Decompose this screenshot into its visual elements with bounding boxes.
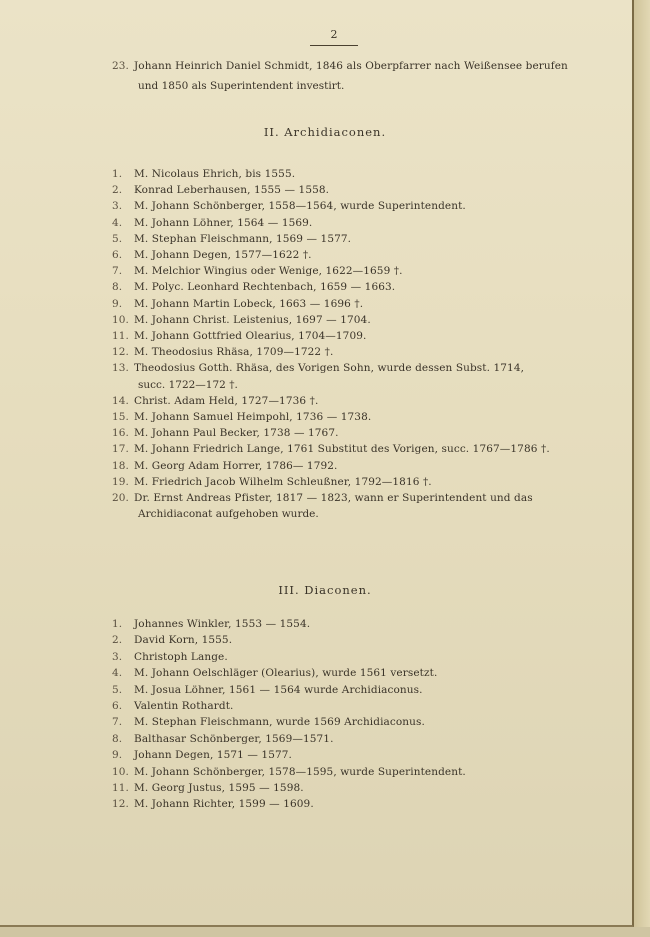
list-item	[112, 798, 314, 811]
list-item	[112, 217, 312, 230]
item-number: 15.	[112, 411, 129, 423]
item-number: 4.	[112, 667, 123, 680]
list-item	[112, 700, 233, 713]
list-item	[112, 184, 329, 197]
item-text: Valentin Rothardt.	[134, 700, 234, 712]
item-number: 3.	[112, 200, 123, 213]
item-number: 20.	[112, 492, 129, 504]
item-text: M. Johann Samuel Heimpohl, 1736 — 1738.	[134, 411, 372, 423]
list-item	[112, 618, 310, 631]
bottom-edge	[0, 927, 650, 937]
item-number: 12.	[112, 798, 129, 811]
item-text: M. Johann Degen, 1577—1622 †.	[134, 249, 312, 261]
list-item	[112, 634, 232, 647]
list-item	[112, 492, 533, 505]
item-text: M. Johann Paul Becker, 1738 — 1767.	[134, 427, 339, 440]
list-item	[112, 314, 371, 327]
list-item	[112, 667, 437, 680]
item-number: 6.	[112, 700, 123, 712]
item-number: 12.	[112, 346, 129, 359]
item-number: 8.	[112, 732, 123, 745]
item-text: Christ. Adam Held, 1727—1736 †.	[134, 394, 319, 407]
item-number: 18.	[112, 459, 129, 472]
item-text: M. Johann Christ. Leistenius, 1697 — 1704.	[134, 313, 371, 326]
list-item	[112, 265, 403, 278]
list-item	[112, 168, 295, 181]
item-number: 9.	[112, 297, 123, 310]
item-text: Balthasar Schönberger, 1569—1571.	[134, 732, 334, 745]
item-text: Dr. Ernst Andreas Pfister, 1817 — 1823, wann er Superintendent und das	[134, 492, 533, 504]
item-number: 16.	[112, 427, 129, 440]
item-number: 2.	[112, 634, 123, 647]
list-item	[112, 362, 524, 375]
item-number: 7.	[112, 265, 123, 278]
item-text: M. Stephan Fleischmann, 1569 — 1577.	[134, 232, 352, 245]
item-number: 17.	[112, 443, 129, 456]
list-item	[112, 651, 228, 664]
list-item	[112, 684, 423, 697]
item-text: M. Johann Schönberger, 1558—1564, wurde Superintendent.	[134, 200, 466, 213]
item-number: 19.	[112, 475, 129, 488]
page-number: 2	[310, 28, 358, 46]
list-item	[112, 200, 466, 213]
item-text: Johann Degen, 1571 — 1577.	[134, 749, 292, 762]
list-item	[112, 233, 351, 246]
page-edge	[634, 0, 650, 937]
item-number: 2.	[112, 184, 123, 197]
item-number: 8.	[112, 281, 123, 294]
item-text: David Korn, 1555.	[134, 634, 233, 647]
list-item	[112, 411, 371, 424]
item-number: 1.	[112, 618, 123, 630]
item-number: 5.	[112, 683, 123, 696]
item-text: Konrad Leberhausen, 1555 — 1558.	[134, 184, 330, 197]
list-item	[112, 60, 568, 73]
list-item	[112, 782, 304, 795]
item-number: 7.	[112, 716, 123, 729]
list-item	[112, 460, 337, 473]
list-item	[112, 749, 292, 762]
item-continuation: succ. 1722—172 †.	[138, 378, 238, 391]
list-item	[112, 766, 466, 779]
list-item	[112, 733, 334, 746]
list-item	[112, 281, 395, 294]
item-number: 14.	[112, 394, 129, 407]
item-number: 13.	[112, 362, 129, 375]
list-item	[112, 249, 312, 262]
item-text: M. Stephan Fleischmann, wurde 1569 Archidiaconus.	[134, 716, 425, 729]
item-number: 4.	[112, 216, 123, 229]
item-text: M. Georg Adam Horrer, 1786— 1792.	[134, 459, 338, 472]
item-number: 5.	[112, 232, 123, 245]
list-item	[112, 346, 333, 359]
item-number: 1.	[112, 168, 123, 180]
list-item	[112, 427, 339, 440]
item-number: 11.	[112, 782, 129, 794]
item-text: Theodosius Gotth. Rhäsa, des Vorigen Sohn, wurde dessen Subst. 1714,	[134, 362, 525, 375]
item-text: M. Theodosius Rhäsa, 1709—1722 †.	[134, 346, 334, 359]
item-continuation: Archidiaconat aufgehoben wurde.	[138, 508, 319, 521]
item-text: M. Melchior Wingius oder Wenige, 1622—1659 †.	[134, 265, 403, 278]
item-number: 6.	[112, 249, 123, 261]
item-text: M. Polyc. Leonhard Rechtenbach, 1659 — 1663.	[134, 281, 396, 294]
section-title-diaconen: III. Diaconen.	[278, 583, 372, 597]
item-text: Johannes Winkler, 1553 — 1554.	[134, 618, 311, 630]
list-item	[112, 298, 363, 311]
item-text: M. Johann Martin Lobeck, 1663 — 1696 †.	[134, 297, 364, 310]
item-text: M. Nicolaus Ehrich, bis 1555.	[134, 168, 296, 180]
list-item	[112, 395, 318, 408]
item-text: M. Friedrich Jacob Wilhelm Schleußner, 1792—1816 †.	[134, 475, 432, 488]
item-text: M. Johann Schönberger, 1578—1595, wurde Superintendent.	[134, 765, 466, 778]
item-text: Christoph Lange.	[134, 650, 228, 663]
section-title-archidiaconen: II. Archidiaconen.	[263, 125, 387, 139]
item-number: 9.	[112, 749, 123, 762]
item-text: M. Johann Richter, 1599 — 1609.	[134, 798, 314, 811]
item-number: 10.	[112, 765, 129, 778]
item-text: M. Josua Löhner, 1561 — 1564 wurde Archidiaconus.	[134, 683, 423, 696]
item-number: 11.	[112, 330, 129, 342]
item-text: M. Johann Löhner, 1564 — 1569.	[134, 216, 313, 229]
list-item	[112, 716, 425, 729]
item-text: M. Johann Oelschläger (Olearius), wurde 1561 versetzt.	[134, 667, 438, 680]
list-item	[112, 476, 432, 489]
item-continuation: und 1850 als Superintendent investirt.	[138, 80, 345, 92]
item-text: M. Johann Gottfried Olearius, 1704—1709.	[134, 330, 367, 342]
list-item	[112, 443, 550, 456]
item-number: 10.	[112, 313, 129, 326]
list-item	[112, 330, 366, 343]
item-number: 23.	[112, 60, 129, 72]
item-text: M. Johann Friedrich Lange, 1761 Substitut des Vorigen, succ. 1767—1786 †.	[134, 443, 550, 456]
item-text: M. Georg Justus, 1595 — 1598.	[134, 782, 304, 794]
item-text: Johann Heinrich Daniel Schmidt, 1846 als Oberpfarrer nach Weißensee berufen	[134, 60, 568, 72]
item-number: 3.	[112, 650, 123, 663]
